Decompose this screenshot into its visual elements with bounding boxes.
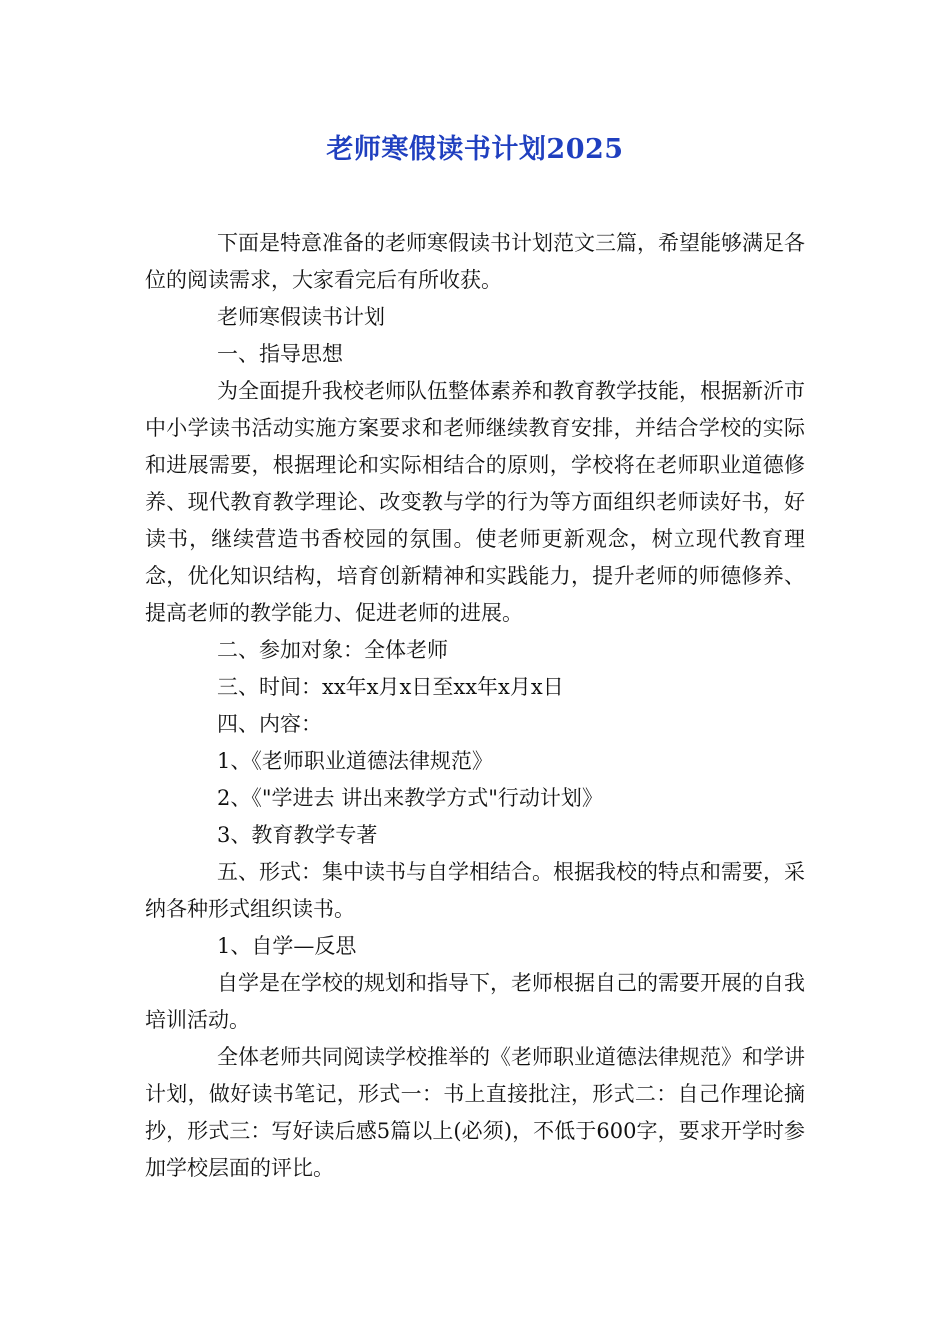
content-item-2: 2、《"学进去 讲出来教学方式"行动计划》 (217, 786, 603, 810)
content-item-3: 3、教育教学专著 (217, 823, 378, 847)
paragraph-shared-reading: 全体老师共同阅读学校推举的《老师职业道德法律规范》和学讲计划，做好读书笔记，形式一：书上直接批注，形式二：自己作理论摘抄，形式三：写好读后感5篇以上(必须)，不低于600字，要求开学时参加学校层面的评比。 (145, 1045, 805, 1180)
section-heading-content: 四、内容： (217, 712, 322, 736)
paragraph-self-study: 自学是在学校的规划和指导下，老师根据自己的需要开展的自我培训活动。 (145, 971, 805, 1032)
section-time: 三、时间：xx年x月x日至xx年x月x日 (217, 675, 564, 699)
section-participants: 二、参加对象：全体老师 (217, 638, 448, 662)
form-item-1-heading: 1、自学—反思 (217, 934, 357, 958)
paragraph-guiding-idea: 为全面提升我校老师队伍整体素养和教育教学技能，根据新沂市中小学读书活动实施方案要求和老师继续教育安排，并结合学校的实际和进展需要，根据理论和实际相结合的原则，学校将在老师职业道德修养、现代教育教学理论、改变教与学的行为等方面组织老师读好书，好读书，继续营造书香校园的氛围。使老师更新观念，树立现代教育理念，优化知识结构，培育创新精神和实践能力，提升老师的师德修养、提高老师的教学能力、促进老师的进展。 (145, 379, 805, 625)
content-item-1: 1、《老师职业道德法律规范》 (217, 749, 493, 773)
section-form: 五、形式：集中读书与自学相结合。根据我校的特点和需要，采纳各种形式组织读书。 (145, 860, 805, 921)
section-heading-guiding-idea: 一、指导思想 (217, 342, 343, 366)
paragraph-intro: 下面是特意准备的老师寒假读书计划范文三篇，希望能够满足各位的阅读需求，大家看完后有所收获。 (145, 231, 805, 292)
document-title: 老师寒假读书计划2025 (326, 134, 624, 165)
paragraph-plan-heading: 老师寒假读书计划 (217, 305, 385, 329)
document-body (145, 225, 805, 1187)
